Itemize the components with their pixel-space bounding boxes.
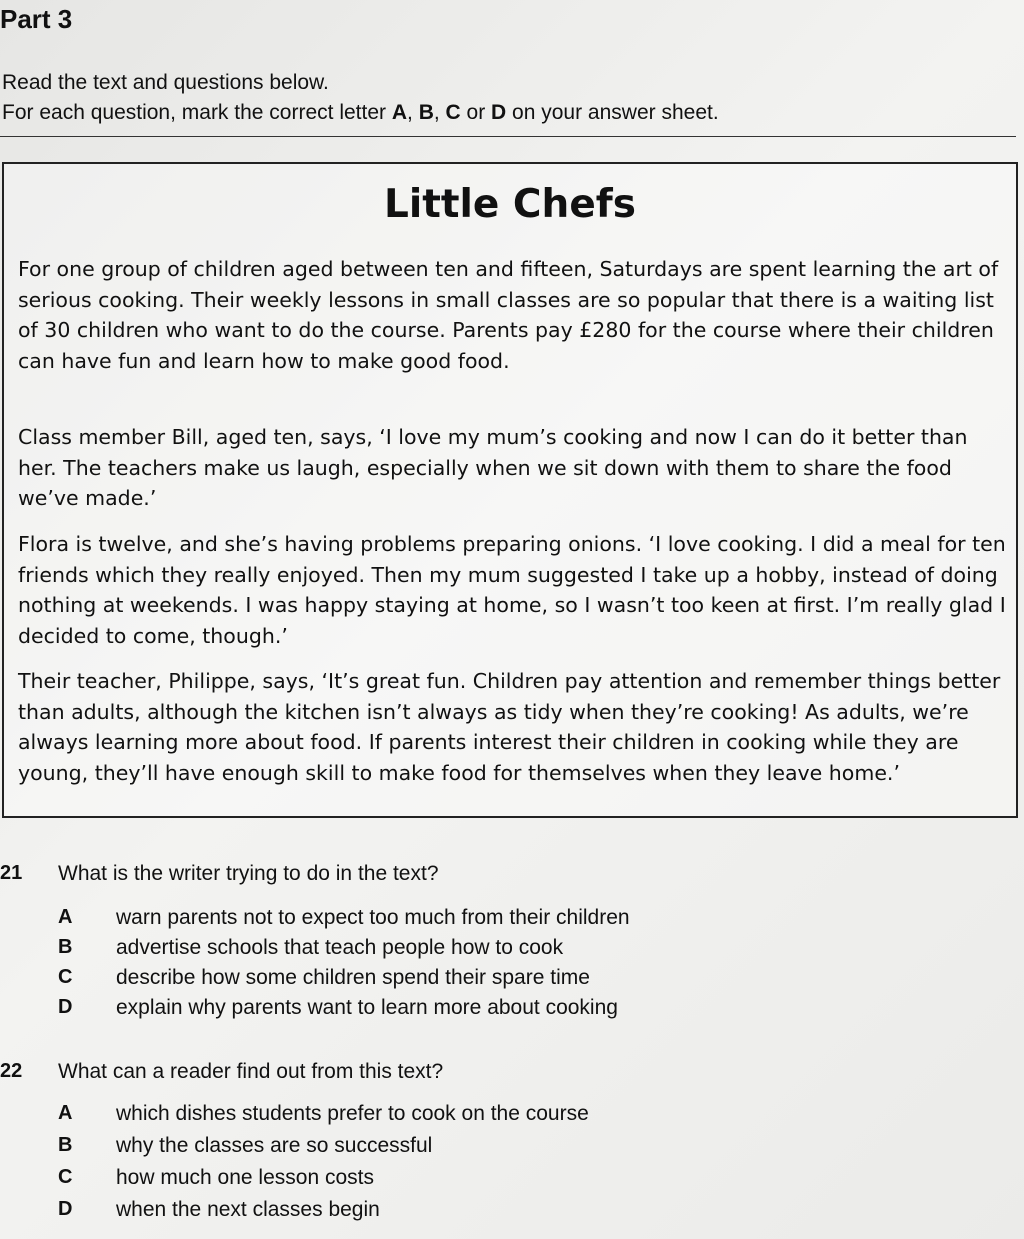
option-d [0,996,1024,1026]
option-text: when the next classes begin [116,1198,380,1221]
instructions-suffix: on your answer sheet. [506,101,719,124]
instructions-line-2 [2,98,719,128]
option-a [0,906,1024,936]
option-a [0,1102,1024,1132]
reading-text-box [2,162,1018,818]
option-d [0,1198,1024,1228]
paragraph-3: Flora is twelve, and she’s having problems preparing onions. ‘I love cooking. I did a meal for ten friends which they really enjoyed. Then my mum suggested I take up a hobby, instead of doing nothing at weekends. I was happy staying at home, so I wasn’t too keen at first. I’m really glad I decided to come, though.’ [18,532,1006,648]
instructions-line-1: Read the text and questions below. [2,71,329,94]
option-b [0,936,1024,966]
option-letter: A [58,1102,73,1124]
option-letter: A [58,906,73,928]
paragraph-1: For one group of children aged between ten and fifteen, Saturdays are spent learning the art of serious cooking. Their weekly lessons in small classes are so popular that there is a waiting list of 30 children who want to do the course. Parents pay £280 for the course where their children can have fun and learn how to make good food. [18,257,999,373]
divider-line [0,136,1016,137]
text-title: Little Chefs [384,182,636,227]
option-letter: C [58,966,73,988]
comma-1: , [407,101,419,124]
option-text: warn parents not to expect too much from their children [116,906,630,929]
option-letter: D [58,1198,73,1220]
option-c [0,1166,1024,1196]
letter-a: A [391,101,408,124]
letter-c: C [445,101,461,124]
question-number: 21 [0,862,23,884]
option-letter: C [58,1166,73,1188]
letter-b: B [418,101,434,124]
option-text: why the classes are so successful [116,1134,433,1157]
question-text: What can a reader find out from this text? [58,1060,444,1083]
option-b [0,1134,1024,1164]
option-text: explain why parents want to learn more about cooking [116,996,618,1019]
comma-2: , [433,101,446,124]
part-title: Part 3 [0,4,73,34]
paragraph-2: Class member Bill, aged ten, says, ‘I love my mum’s cooking and now I can do it better than her. The teachers make us laugh, especially when we sit down with them to share the food we’ve made.’ [18,425,968,510]
question-text: What is the writer trying to do in the text? [58,862,439,885]
or-text: or [460,101,492,124]
instructions [2,68,719,128]
option-letter: B [58,936,73,958]
option-text: how much one lesson costs [116,1166,374,1189]
letter-d: D [491,101,507,124]
option-letter: D [58,996,73,1018]
option-text: advertise schools that teach people how to cook [116,936,564,959]
option-c [0,966,1024,996]
paragraph-4: Their teacher, Philippe, says, ‘It’s great fun. Children pay attention and remember things better than adults, although the kitchen isn’t always as tidy when they’re cooking! As adults, we’re always learning more about food. If parents interest their children in cooking while they are young, they’ll have enough skill to make food for themselves when they leave home.’ [18,669,1001,785]
question-number: 22 [0,1060,23,1082]
option-text: which dishes students prefer to cook on the course [116,1102,589,1125]
option-text: describe how some children spend their spare time [116,966,590,989]
option-letter: B [58,1134,73,1156]
instructions-prefix: For each question, mark the correct letter [2,101,392,124]
